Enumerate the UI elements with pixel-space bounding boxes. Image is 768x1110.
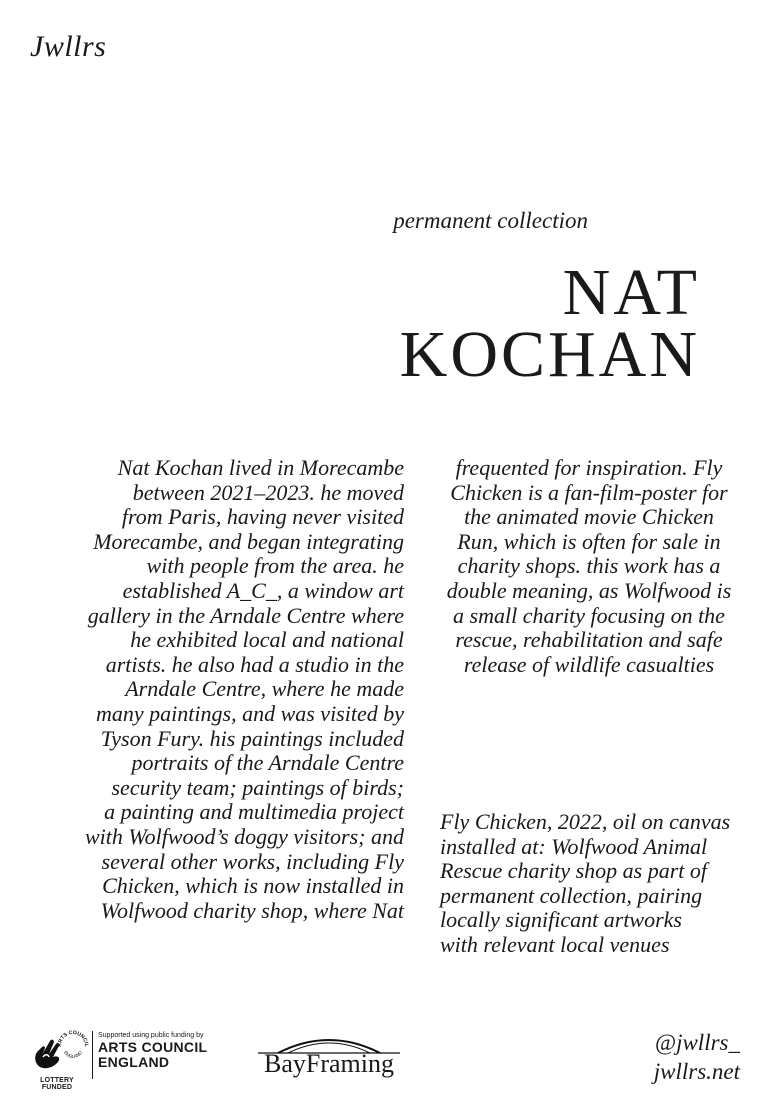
- artwork-caption: [440, 810, 740, 958]
- text-line: Fly Chicken, 2022, oil on canvas: [440, 809, 731, 834]
- footer: [0, 1025, 768, 1095]
- svg-text:ARTS COUNCIL: [57, 1030, 89, 1048]
- text-line: a painting and multimedia project: [104, 799, 404, 825]
- bio-right-column: [438, 456, 740, 677]
- text-line: rescue, rehabilitation and safe: [455, 627, 723, 653]
- ace-name-line1: ARTS COUNCIL: [98, 1039, 208, 1055]
- svg-text:ENGLAND: [63, 1050, 83, 1060]
- text-line: Wolfwood charity shop, where Nat: [100, 897, 404, 923]
- arts-council-logo: [98, 1031, 207, 1070]
- ace-name-line2: ENGLAND: [98, 1054, 170, 1070]
- text-line: between 2021–2023. he moved: [132, 479, 404, 505]
- text-line: Tyson Fury. his paintings included: [100, 725, 404, 751]
- text-line: artists. he also had a studio in the: [105, 651, 404, 677]
- artist-first-name: NAT: [562, 256, 700, 329]
- text-line: Rescue charity shop as part of: [440, 858, 708, 884]
- text-line: Arndale Centre, where he made: [125, 676, 404, 702]
- text-line: frequented for inspiration. Fly: [455, 455, 723, 480]
- text-line: permanent collection, pairing: [440, 882, 703, 908]
- text-line: gallery in the Arndale Centre where: [87, 602, 404, 628]
- text-line: Run, which is often for sale in: [457, 528, 721, 554]
- arts-council-seal: [56, 1029, 90, 1063]
- brand-logo: Jwllrs: [30, 30, 107, 63]
- text-line: locally significant artworks: [440, 907, 682, 933]
- text-line: Chicken is a fan-film-poster for: [450, 479, 728, 505]
- subtitle: permanent collection: [393, 208, 588, 233]
- text-line: release of wildlife casualties: [463, 651, 715, 677]
- seal-text-top: ARTS COUNCIL: [56, 1029, 90, 1048]
- contact-info: [654, 1028, 740, 1086]
- text-line: several other works, including Fly: [101, 848, 404, 874]
- logo-divider: [92, 1031, 93, 1079]
- text-line: with relevant local venues: [440, 931, 670, 957]
- text-line: security team; paintings of birds;: [111, 774, 404, 800]
- text-line: Nat Kochan lived in Morecambe: [117, 455, 404, 480]
- bay-framing-logo: [254, 1033, 404, 1093]
- social-handle[interactable]: @jwllrs_: [654, 1030, 740, 1055]
- text-line: he exhibited local and national: [130, 627, 404, 653]
- text-line: from Paris, having never visited: [121, 504, 404, 530]
- text-line: portraits of the Arndale Centre: [131, 750, 404, 776]
- seal-text-bottom: ENGLAND: [63, 1050, 83, 1060]
- artist-name: [280, 256, 700, 391]
- text-line: the animated movie Chicken: [464, 504, 714, 530]
- text-line: with Wolfwood’s doggy visitors; and: [84, 823, 404, 849]
- ace-support-text: Supported using public funding by: [98, 1032, 204, 1039]
- text-line: established A_C_, a window art: [122, 577, 404, 603]
- lottery-funded-label: LOTTERY FUNDED: [40, 1077, 74, 1091]
- text-line: a small charity focusing on the: [453, 602, 725, 628]
- text-line: charity shops. this work has a: [457, 553, 721, 579]
- text-line: with people from the area. he: [146, 553, 404, 579]
- artist-last-name: KOCHAN: [399, 318, 700, 391]
- text-line: Morecambe, and began integrating: [93, 528, 404, 554]
- website-link[interactable]: jwllrs.net: [653, 1059, 740, 1084]
- text-line: installed at: Wolfwood Animal: [440, 833, 708, 859]
- bio-left-column: [60, 456, 404, 923]
- text-line: Chicken, which is now installed in: [102, 873, 404, 899]
- text-line: many paintings, and was visited by: [96, 700, 404, 726]
- bay-framing-wordmark: BayFraming: [264, 1049, 394, 1078]
- text-line: double meaning, as Wolfwood is: [446, 577, 732, 603]
